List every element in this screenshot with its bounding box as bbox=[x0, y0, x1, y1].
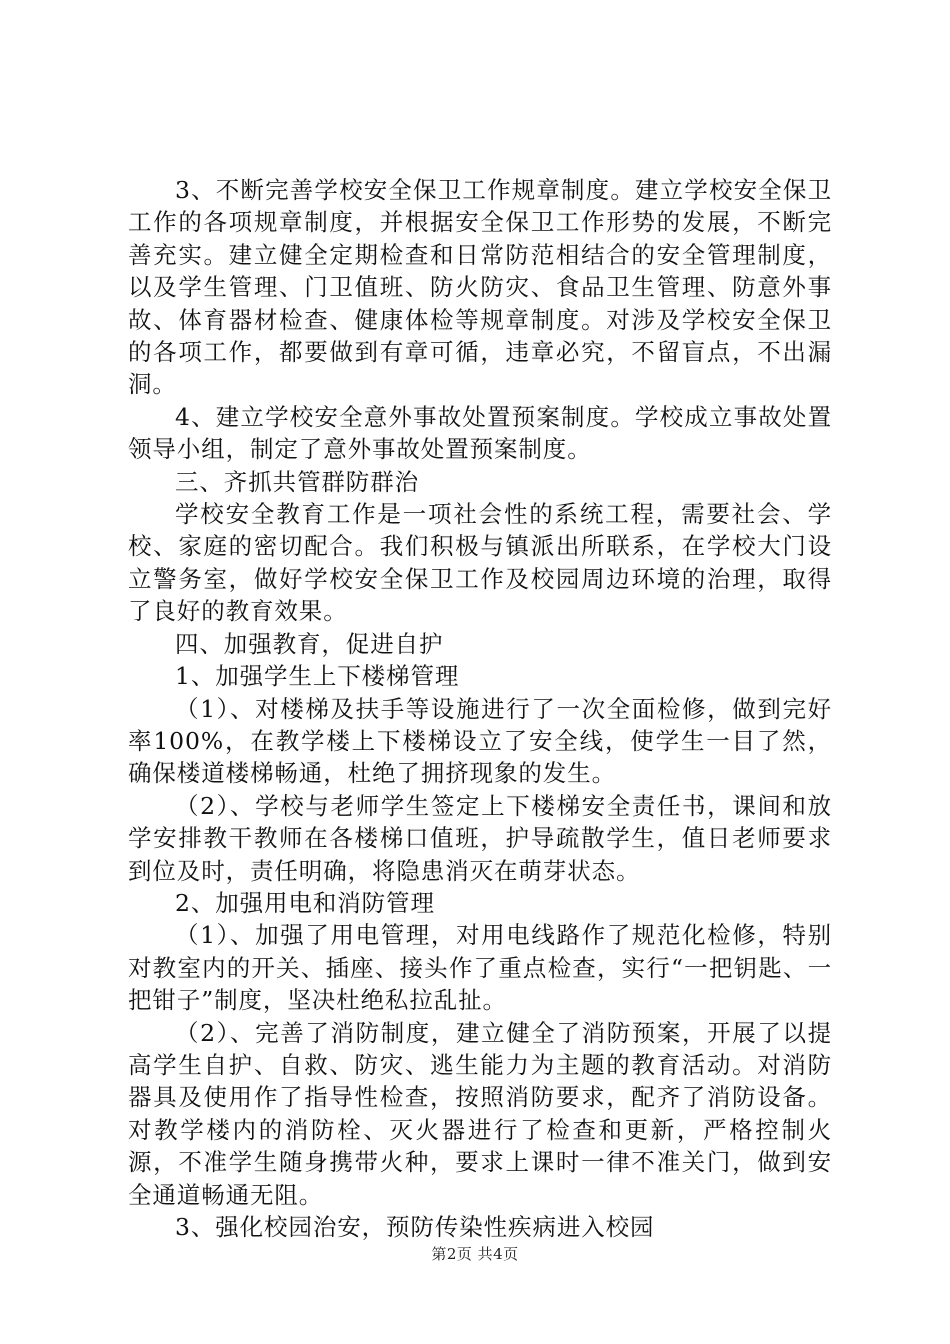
section-heading-3: 三、齐抓共管群防群治 bbox=[175, 467, 419, 496]
paragraph-electricity: （1）、加强了用电管理，对用电线路作了规范化检修，特别对教室内的开关、插座、接头作了重点检查，实行“一把钥匙、一把钳子”制度，坚决杜绝私拉乱扯。 bbox=[128, 921, 832, 1015]
subheading-campus-security: 3、强化校园治安，预防传染性疾病进入校园 bbox=[175, 1213, 655, 1241]
subheading-stairs: 1、加强学生上下楼梯管理 bbox=[175, 662, 460, 691]
paragraph-rules-regulations: 3、不断完善学校安全保卫工作规章制度。建立学校安全保卫工作的各项规章制度，并根据安全保卫工作形势的发展，不断完善充实。建立健全定期检查和日常防范相结合的安全管理制度，以及学生管理、门卫值班、防火防灾、食品卫生管理、防意外事故、体育器材检查、健康体检等规章制度。对涉及学校安全保卫的各项工作，都要做到有章可循，违章必究，不留盲点，不出漏洞。 bbox=[128, 176, 832, 399]
paragraph-stairs-1: （1）、对楼梯及扶手等设施进行了一次全面检修，做到完好率100%，在教学楼上下楼梯设立了安全线，使学生一目了然，确保楼道楼梯畅通，杜绝了拥挤现象的发生。 bbox=[128, 694, 832, 788]
page-footer: 第2页 共4页 bbox=[431, 1245, 519, 1263]
section-heading-4: 四、加强教育，促进自护 bbox=[175, 629, 444, 658]
document-body bbox=[128, 174, 832, 1243]
subheading-electricity-fire: 2、加强用电和消防管理 bbox=[175, 888, 435, 917]
paragraph-accident-plan: 4、建立学校安全意外事故处置预案制度。学校成立事故处置领导小组，制定了意外事故处置预案制度。 bbox=[128, 402, 832, 464]
paragraph-fire-safety: （2）、完善了消防制度，建立健全了消防预案，开展了以提高学生自护、自救、防灾、逃生能力为主题的教育活动。对消防器具及使用作了指导性检查，按照消防要求，配齐了消防设备。对教学楼内的消防栓、灭火器进行了检查和更新，严格控制火源，不准学生随身携带火种，要求上课时一律不准关门，做到安全通道畅通无阻。 bbox=[128, 1018, 832, 1209]
paragraph-social-cooperation: 学校安全教育工作是一项社会性的系统工程，需要社会、学校、家庭的密切配合。我们积极与镇派出所联系，在学校大门设立警务室，做好学校安全保卫工作及校园周边环境的治理，取得了良好的教育效果。 bbox=[128, 500, 832, 626]
paragraph-stairs-2: （2）、学校与老师学生签定上下楼梯安全责任书，课间和放学安排教干教师在各楼梯口值班，护导疏散学生，值日老师要求到位及时，责任明确，将隐患消灭在萌芽状态。 bbox=[128, 791, 832, 885]
